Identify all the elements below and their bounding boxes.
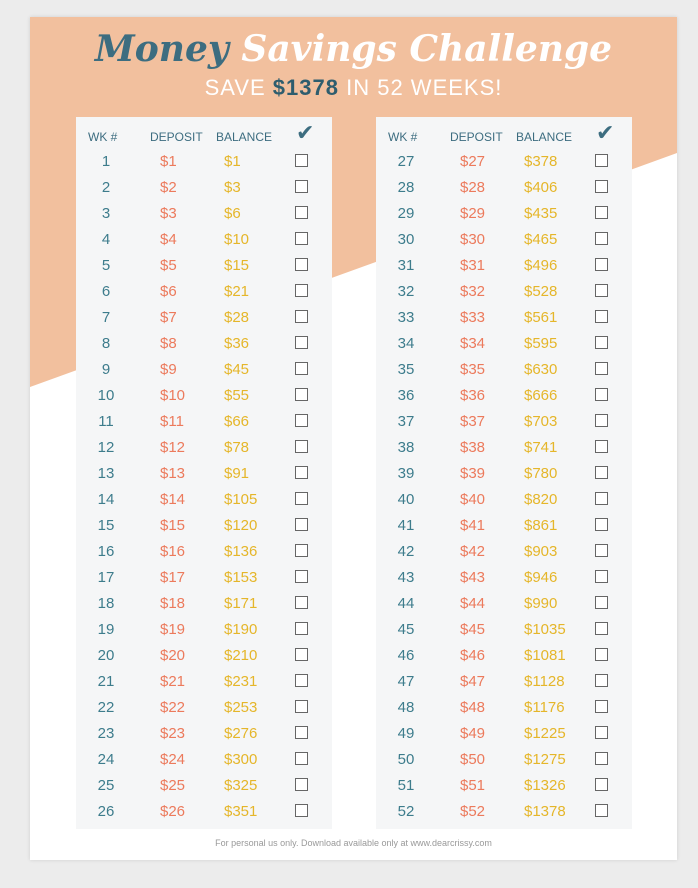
week-checkbox[interactable] [295, 518, 308, 531]
table-row [76, 669, 332, 695]
week-number: 36 [397, 387, 415, 404]
week-number: 45 [397, 621, 415, 638]
week-number: 16 [97, 543, 115, 560]
week-checkbox[interactable] [595, 518, 608, 531]
table-row [376, 383, 632, 409]
balance-amount: $276 [224, 725, 258, 742]
week-number: 28 [397, 179, 415, 196]
balance-amount: $10 [224, 231, 250, 248]
week-checkbox[interactable] [295, 674, 308, 687]
deposit-amount: $37 [460, 413, 486, 430]
balance-amount: $861 [524, 517, 558, 534]
week-number: 9 [101, 361, 111, 378]
week-number: 12 [97, 439, 115, 456]
table-row [76, 773, 332, 799]
table-row [376, 149, 632, 175]
week-checkbox[interactable] [595, 596, 608, 609]
deposit-amount: $46 [460, 647, 486, 664]
deposit-amount: $42 [460, 543, 486, 560]
table-row [376, 591, 632, 617]
week-checkbox[interactable] [595, 414, 608, 427]
week-number: 11 [98, 413, 114, 430]
week-number: 19 [97, 621, 115, 638]
balance-amount: $325 [224, 777, 258, 794]
table-row [76, 487, 332, 513]
week-checkbox[interactable] [595, 180, 608, 193]
balance-amount: $465 [524, 231, 558, 248]
week-number: 48 [397, 699, 415, 716]
week-checkbox[interactable] [295, 622, 308, 635]
weeks-table-right [376, 117, 632, 829]
week-number: 2 [101, 179, 111, 196]
balance-amount: $703 [524, 413, 558, 430]
week-number: 18 [97, 595, 115, 612]
week-number: 22 [97, 699, 115, 716]
balance-amount: $45 [224, 361, 250, 378]
week-checkbox[interactable] [295, 180, 308, 193]
week-checkbox[interactable] [595, 310, 608, 323]
week-checkbox[interactable] [595, 440, 608, 453]
balance-amount: $171 [224, 595, 258, 612]
balance-amount: $1275 [524, 751, 566, 768]
table-row [376, 747, 632, 773]
table-row [376, 201, 632, 227]
deposit-amount: $31 [460, 257, 486, 274]
balance-amount: $15 [224, 257, 250, 274]
week-number: 25 [97, 777, 115, 794]
week-checkbox[interactable] [595, 336, 608, 349]
deposit-amount: $8 [160, 335, 177, 352]
week-number: 13 [97, 465, 115, 482]
deposit-amount: $27 [460, 153, 486, 170]
deposit-amount: $5 [160, 257, 177, 274]
week-number: 41 [397, 517, 415, 534]
table-row [76, 565, 332, 591]
week-number: 42 [397, 543, 415, 560]
week-checkbox[interactable] [295, 726, 308, 739]
table-row [76, 305, 332, 331]
week-checkbox[interactable] [295, 596, 308, 609]
week-checkbox[interactable] [295, 232, 308, 245]
table-row [76, 383, 332, 409]
week-number: 15 [97, 517, 115, 534]
week-number: 32 [397, 283, 415, 300]
deposit-amount: $47 [460, 673, 486, 690]
deposit-amount: $30 [460, 231, 486, 248]
week-number: 20 [97, 647, 115, 664]
balance-amount: $561 [524, 309, 558, 326]
week-number: 30 [397, 231, 415, 248]
deposit-amount: $48 [460, 699, 486, 716]
week-checkbox[interactable] [295, 752, 308, 765]
week-number: 21 [97, 673, 115, 690]
deposit-amount: $15 [160, 517, 186, 534]
balance-amount: $231 [224, 673, 258, 690]
deposit-amount: $19 [160, 621, 186, 638]
week-checkbox[interactable] [295, 284, 308, 297]
header-balance: BALANCE [516, 130, 573, 144]
week-number: 4 [101, 231, 111, 248]
week-number: 1 [101, 153, 111, 170]
week-number: 40 [397, 491, 415, 508]
week-checkbox[interactable] [595, 804, 608, 817]
deposit-amount: $51 [460, 777, 486, 794]
week-number: 14 [97, 491, 115, 508]
deposit-amount: $16 [160, 543, 186, 560]
week-checkbox[interactable] [295, 700, 308, 713]
week-number: 8 [101, 335, 111, 352]
table-row [376, 799, 632, 825]
week-checkbox[interactable] [595, 674, 608, 687]
deposit-amount: $45 [460, 621, 486, 638]
table-row [376, 773, 632, 799]
deposit-amount: $28 [460, 179, 486, 196]
table-row [376, 435, 632, 461]
balance-amount: $595 [524, 335, 558, 352]
checkmark-icon: ✔ [296, 120, 315, 145]
title-word-savings-challenge: Savings Challenge [241, 28, 613, 70]
table-row [376, 695, 632, 721]
week-checkbox[interactable] [295, 466, 308, 479]
table-row [76, 747, 332, 773]
table-row [76, 409, 332, 435]
deposit-amount: $41 [460, 517, 486, 534]
deposit-amount: $20 [160, 647, 186, 664]
week-checkbox[interactable] [295, 544, 308, 557]
week-checkbox[interactable] [295, 778, 308, 791]
week-checkbox[interactable] [595, 206, 608, 219]
week-checkbox[interactable] [595, 752, 608, 765]
balance-amount: $21 [224, 283, 250, 300]
deposit-amount: $52 [460, 803, 486, 820]
week-checkbox[interactable] [295, 804, 308, 817]
week-number: 39 [397, 465, 415, 482]
table-row [376, 565, 632, 591]
deposit-amount: $29 [460, 205, 486, 222]
table-row [76, 695, 332, 721]
week-checkbox[interactable] [595, 726, 608, 739]
week-checkbox[interactable] [295, 310, 308, 323]
table-row [376, 617, 632, 643]
balance-amount: $1225 [524, 725, 566, 742]
week-number: 37 [397, 413, 415, 430]
balance-amount: $66 [224, 413, 250, 430]
week-number: 24 [97, 751, 115, 768]
week-number: 38 [397, 439, 415, 456]
balance-amount: $435 [524, 205, 558, 222]
deposit-amount: $49 [460, 725, 486, 742]
balance-amount: $105 [224, 491, 258, 508]
table-row [376, 175, 632, 201]
balance-amount: $1378 [524, 803, 566, 820]
week-checkbox[interactable] [295, 492, 308, 505]
table-row [376, 721, 632, 747]
deposit-amount: $4 [160, 231, 177, 248]
header-deposit: DEPOSIT [150, 130, 203, 144]
week-checkbox[interactable] [295, 206, 308, 219]
table-row [376, 305, 632, 331]
deposit-amount: $2 [160, 179, 177, 196]
balance-amount: $190 [224, 621, 258, 638]
week-number: 27 [397, 153, 415, 170]
week-number: 23 [97, 725, 115, 742]
deposit-amount: $21 [160, 673, 186, 690]
table-row [376, 643, 632, 669]
balance-amount: $153 [224, 569, 258, 586]
week-number: 6 [101, 283, 111, 300]
table-row [376, 331, 632, 357]
week-number: 47 [397, 673, 415, 690]
week-number: 34 [397, 335, 415, 352]
table-row [376, 227, 632, 253]
week-number: 17 [97, 569, 115, 586]
deposit-amount: $33 [460, 309, 486, 326]
deposit-amount: $23 [160, 725, 186, 742]
week-checkbox[interactable] [595, 154, 608, 167]
header-balance: BALANCE [216, 130, 273, 144]
table-row [76, 253, 332, 279]
week-checkbox[interactable] [595, 258, 608, 271]
week-checkbox[interactable] [295, 570, 308, 583]
week-number: 35 [397, 361, 415, 378]
week-number: 43 [397, 569, 415, 586]
deposit-amount: $50 [460, 751, 486, 768]
week-number: 51 [397, 777, 415, 794]
deposit-amount: $34 [460, 335, 486, 352]
week-number: 52 [397, 803, 415, 820]
deposit-amount: $1 [160, 153, 177, 170]
subtitle-after: IN 52 WEEKS! [346, 75, 503, 100]
subtitle-amount: $1378 [272, 75, 339, 100]
balance-amount: $406 [524, 179, 558, 196]
week-checkbox[interactable] [295, 336, 308, 349]
balance-amount: $820 [524, 491, 558, 508]
week-checkbox[interactable] [595, 466, 608, 479]
table-row [376, 513, 632, 539]
table-row [76, 175, 332, 201]
week-checkbox[interactable] [295, 154, 308, 167]
week-checkbox[interactable] [595, 570, 608, 583]
balance-amount: $6 [224, 205, 241, 222]
table-row [76, 799, 332, 825]
week-checkbox[interactable] [595, 622, 608, 635]
week-checkbox[interactable] [595, 778, 608, 791]
table-row [76, 591, 332, 617]
page-subtitle [30, 75, 677, 101]
table-row [376, 539, 632, 565]
balance-amount: $36 [224, 335, 250, 352]
week-checkbox[interactable] [595, 492, 608, 505]
deposit-amount: $35 [460, 361, 486, 378]
table-row [376, 279, 632, 305]
title-word-money: Money [94, 28, 229, 70]
balance-amount: $946 [524, 569, 558, 586]
week-number: 33 [397, 309, 415, 326]
balance-amount: $28 [224, 309, 250, 326]
table-row [376, 669, 632, 695]
balance-amount: $1176 [524, 699, 565, 716]
deposit-amount: $11 [160, 413, 184, 430]
table-row [76, 201, 332, 227]
deposit-amount: $43 [460, 569, 486, 586]
balance-amount: $990 [524, 595, 558, 612]
table-row [76, 617, 332, 643]
page-title [30, 27, 677, 71]
deposit-amount: $7 [160, 309, 177, 326]
week-checkbox[interactable] [295, 648, 308, 661]
table-row [76, 721, 332, 747]
balance-amount: $1128 [524, 673, 565, 690]
week-checkbox[interactable] [295, 388, 308, 401]
week-checkbox[interactable] [295, 362, 308, 375]
week-number: 7 [101, 309, 111, 326]
week-number: 5 [101, 257, 111, 274]
week-checkbox[interactable] [595, 284, 608, 297]
table-row [376, 487, 632, 513]
week-number: 29 [397, 205, 415, 222]
deposit-amount: $10 [160, 387, 186, 404]
table-row [76, 461, 332, 487]
savings-sheet [30, 17, 677, 860]
table-row [76, 513, 332, 539]
week-number: 10 [97, 387, 115, 404]
deposit-amount: $38 [460, 439, 486, 456]
deposit-amount: $14 [160, 491, 186, 508]
balance-amount: $903 [524, 543, 558, 560]
week-checkbox[interactable] [595, 232, 608, 245]
week-checkbox[interactable] [595, 700, 608, 713]
deposit-amount: $26 [160, 803, 186, 820]
week-number: 44 [397, 595, 415, 612]
footer-note: For personal us only. Download available only at www.dearcrissy.com [215, 838, 492, 848]
week-number: 50 [397, 751, 415, 768]
table-row [76, 643, 332, 669]
balance-amount: $378 [524, 153, 558, 170]
table-row [376, 253, 632, 279]
weeks-table-left [76, 117, 332, 829]
week-checkbox[interactable] [295, 258, 308, 271]
balance-amount: $91 [224, 465, 250, 482]
table-row [76, 357, 332, 383]
table-row [376, 461, 632, 487]
deposit-amount: $18 [160, 595, 186, 612]
balance-amount: $1081 [524, 647, 566, 664]
balance-amount: $136 [224, 543, 258, 560]
balance-amount: $351 [224, 803, 258, 820]
table-row [76, 149, 332, 175]
balance-amount: $78 [224, 439, 250, 456]
checkmark-icon: ✔ [596, 120, 615, 145]
table-row [76, 539, 332, 565]
balance-amount: $253 [224, 699, 258, 716]
week-checkbox[interactable] [295, 440, 308, 453]
week-number: 3 [101, 205, 111, 222]
balance-amount: $528 [524, 283, 558, 300]
week-number: 49 [397, 725, 415, 742]
deposit-amount: $44 [460, 595, 486, 612]
week-checkbox[interactable] [595, 388, 608, 401]
balance-amount: $630 [524, 361, 558, 378]
deposit-amount: $39 [460, 465, 486, 482]
week-checkbox[interactable] [295, 414, 308, 427]
balance-amount: $120 [224, 517, 258, 534]
week-checkbox[interactable] [595, 648, 608, 661]
balance-amount: $496 [524, 257, 558, 274]
deposit-amount: $40 [460, 491, 486, 508]
table-row [376, 357, 632, 383]
balance-amount: $780 [524, 465, 558, 482]
deposit-amount: $36 [460, 387, 486, 404]
deposit-amount: $3 [160, 205, 177, 222]
subtitle-before: SAVE [204, 75, 266, 100]
balance-amount: $1 [224, 153, 241, 170]
table-row [76, 227, 332, 253]
week-number: 26 [97, 803, 115, 820]
week-checkbox[interactable] [595, 544, 608, 557]
balance-amount: $1035 [524, 621, 566, 638]
table-row [76, 331, 332, 357]
deposit-amount: $13 [160, 465, 186, 482]
header-week: WK # [88, 130, 118, 144]
balance-amount: $741 [524, 439, 558, 456]
week-number: 46 [397, 647, 415, 664]
deposit-amount: $32 [460, 283, 486, 300]
header-deposit: DEPOSIT [450, 130, 503, 144]
balance-amount: $210 [224, 647, 258, 664]
balance-amount: $3 [224, 179, 241, 196]
deposit-amount: $25 [160, 777, 186, 794]
deposit-amount: $12 [160, 439, 186, 456]
header-week: WK # [388, 130, 418, 144]
deposit-amount: $6 [160, 283, 177, 300]
balance-amount: $666 [524, 387, 558, 404]
table-row [76, 435, 332, 461]
deposit-amount: $9 [160, 361, 177, 378]
deposit-amount: $24 [160, 751, 186, 768]
deposit-amount: $17 [160, 569, 186, 586]
balance-amount: $1326 [524, 777, 566, 794]
deposit-amount: $22 [160, 699, 186, 716]
balance-amount: $300 [224, 751, 258, 768]
balance-amount: $55 [224, 387, 250, 404]
week-checkbox[interactable] [595, 362, 608, 375]
table-row [376, 409, 632, 435]
table-row [76, 279, 332, 305]
week-number: 31 [397, 257, 415, 274]
